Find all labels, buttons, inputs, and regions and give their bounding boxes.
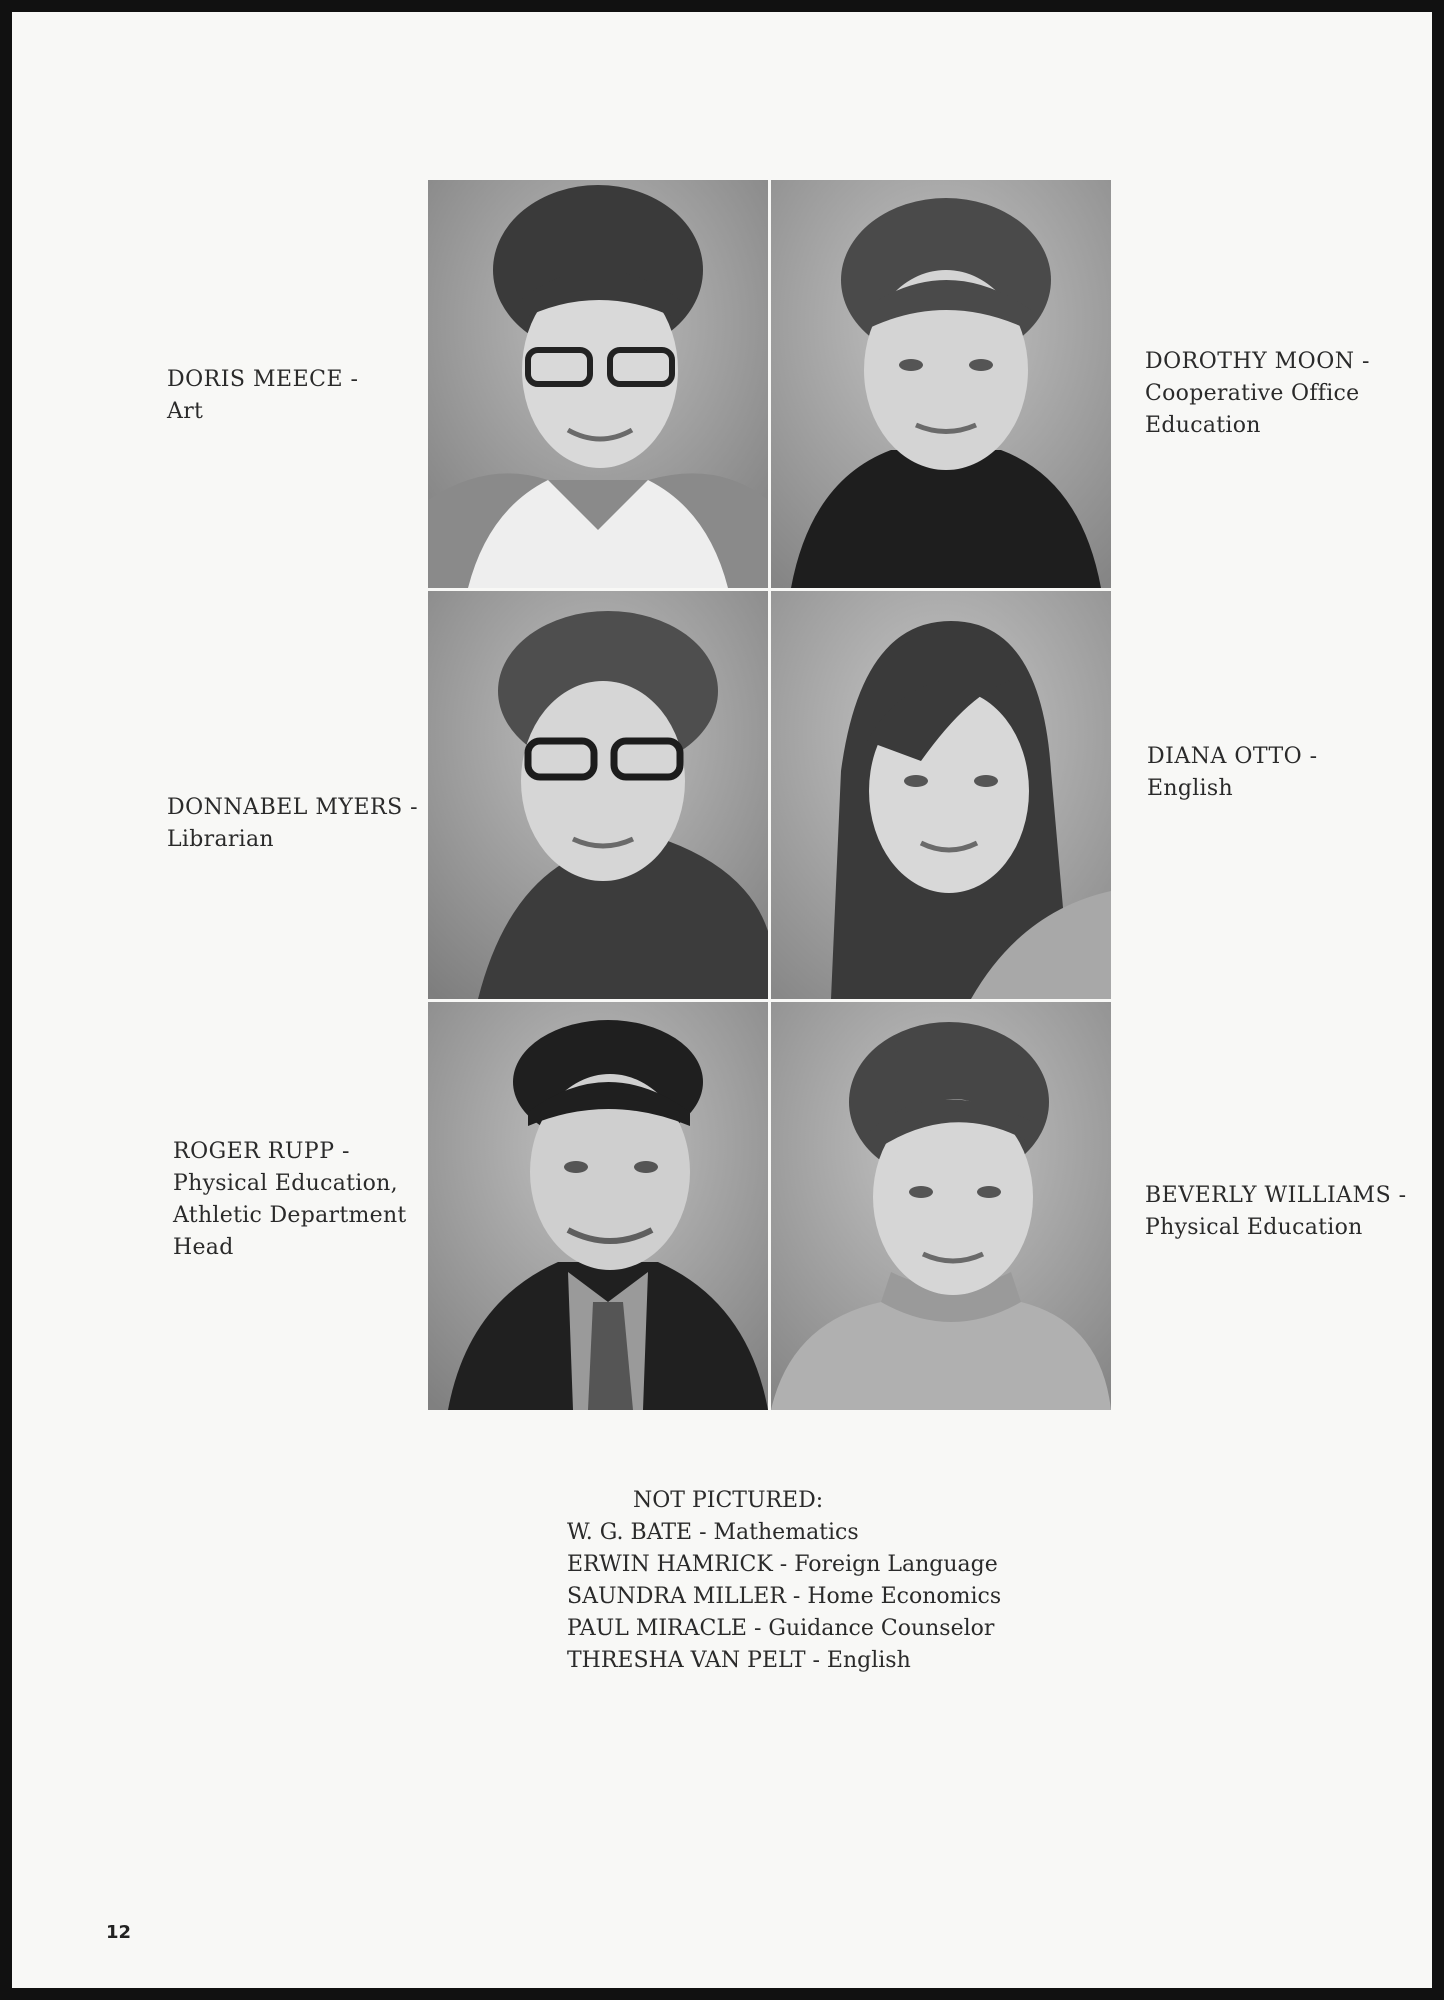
not-pictured-title: NOT PICTURED: (633, 1488, 824, 1513)
not-pictured-entry: W. G. BATE - Mathematics (567, 1520, 859, 1545)
caption-name: DIANA OTTO - (1147, 744, 1318, 769)
caption-role: Physical Education, (173, 1171, 398, 1196)
portrait-photo-dorothy-moon (771, 180, 1111, 588)
caption-name: DOROTHY MOON - (1145, 349, 1370, 374)
caption-role: Athletic Department (173, 1203, 407, 1228)
caption-name: BEVERLY WILLIAMS - (1145, 1183, 1407, 1208)
caption-role: English (1147, 776, 1233, 801)
caption-role: Cooperative Office (1145, 381, 1360, 406)
not-pictured-entry: THRESHA VAN PELT - English (567, 1648, 911, 1673)
caption-role: Art (167, 399, 204, 424)
caption-name: DONNABEL MYERS - (167, 795, 419, 820)
caption-role: Head (173, 1235, 234, 1260)
caption-role: Librarian (167, 827, 274, 852)
caption-donnabel-myers (167, 792, 418, 856)
caption-beverly-williams (1145, 1180, 1407, 1244)
caption-doris-meece (167, 364, 358, 428)
caption-dorothy-moon (1145, 346, 1370, 442)
portrait-photo-donnabel-myers (428, 591, 768, 999)
caption-name: DORIS MEECE - (167, 367, 359, 392)
portrait-photo-beverly-williams (771, 1002, 1111, 1410)
caption-diana-otto (1147, 741, 1318, 805)
not-pictured-entry: ERWIN HAMRICK - Foreign Language (567, 1552, 998, 1577)
yearbook-page (12, 12, 1432, 1988)
page-number: 12 (106, 1922, 132, 1943)
portrait-photo-doris-meece (428, 180, 768, 588)
caption-name: ROGER RUPP - (173, 1139, 350, 1164)
caption-roger-rupp (173, 1136, 407, 1264)
caption-role: Physical Education (1145, 1215, 1363, 1240)
portrait-photo-roger-rupp (428, 1002, 768, 1410)
not-pictured-entry: PAUL MIRACLE - Guidance Counselor (567, 1616, 995, 1641)
not-pictured-list (567, 1485, 1001, 1677)
portrait-photo-diana-otto (771, 591, 1111, 999)
not-pictured-entry: SAUNDRA MILLER - Home Economics (567, 1584, 1002, 1609)
caption-role: Education (1145, 413, 1261, 438)
